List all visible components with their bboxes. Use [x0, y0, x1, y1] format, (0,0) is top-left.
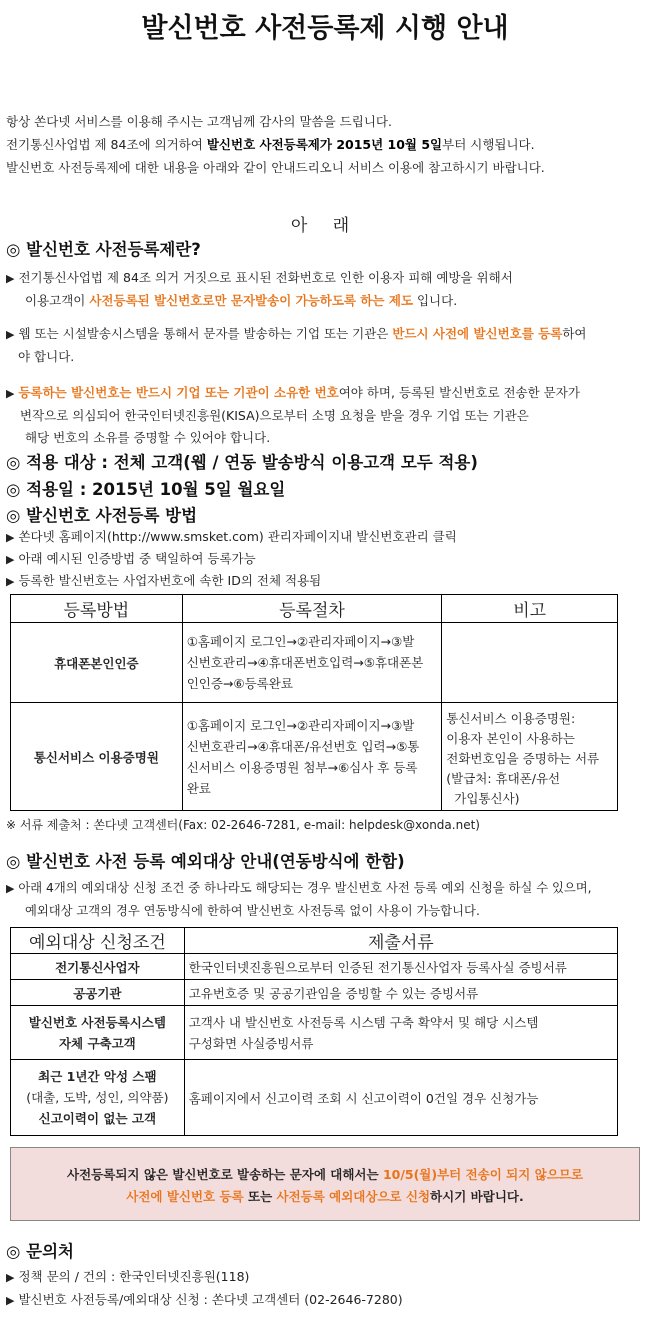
section-heading-definition: ◎ 발신번호 사전등록제란? — [6, 240, 201, 259]
column-header: 비고 — [442, 595, 618, 623]
note-cell: 통신서비스 이용증명원: 이용자 본인이 사용하는 전화번호임을 증명하는 서류 (발급처: 휴대폰/유선 가입통신사) — [442, 703, 618, 811]
condition-cell: 최근 1년간 악성 스팸 (대출, 도박, 성인, 의약품) 신고이력이 없는 고객 — [11, 1060, 185, 1136]
notice-line-1: 사전등록되지 않은 발신번호로 발송하는 문자에 대해서는 10/5(월)부터 전송이 되지 않으므로 — [67, 1167, 583, 1182]
steps-cell: ①홈페이지 로그인→②관리자페이지→③발 신번호관리→④휴대폰번호입력→⑤휴대폰본 인인증→⑥등록완료 — [182, 623, 442, 703]
list-item: ▶ 쏜다넷 홈페이지(http://www.smsket.com) 관리자페이지내 발신번호관리 클릭 — [6, 529, 457, 544]
contact-list — [6, 1266, 403, 1312]
table-row — [11, 703, 618, 811]
column-header: 제출서류 — [184, 928, 617, 954]
center-heading: 아 래 — [290, 216, 360, 236]
definition-paragraph-1: ▶ 전기통신사업법 제 84조 의거 거짓으로 표시된 전화번호로 인한 이용자 피해 예방을 위해서 이용고객이 사전등록된 발신번호로만 문자발송이 가능하도록 하는 제도 입니다. — [6, 270, 513, 308]
page-title: 발신번호 사전등록제 시행 안내 — [141, 13, 509, 44]
table-row — [11, 1060, 618, 1136]
intro-line-1: 항상 쏜다넷 서비스를 이용해 주시는 고객님께 감사의 말씀을 드립니다. — [6, 114, 392, 129]
table-row — [11, 623, 618, 703]
table-header-row — [11, 928, 618, 954]
exempt-heading: ◎ 발신번호 사전 등록 예외대상 안내(연동방식에 한함) — [6, 852, 405, 871]
date-heading: ◎ 적용일 : 2015년 10월 5일 월요일 — [6, 480, 286, 499]
exempt-paragraph: ▶ 아래 4개의 예외대상 신청 조건 중 하나라도 해당되는 경우 발신번호 사전 등록 예외 신청을 하실 수 있으며, 예외대상 고객의 경우 연동방식에 한하여 발신번호 사전등록 없이 사용이 가능합니다. — [6, 881, 592, 918]
column-header: 등록방법 — [11, 595, 183, 623]
note-cell — [442, 623, 618, 703]
column-header: 예외대상 신청조건 — [11, 928, 185, 954]
bullet-icon: ▶ — [6, 387, 15, 400]
intro-line-2: 전기통신사업법 제 84조에 의거하여 발신번호 사전등록제가 2015년 10월 5일부터 시행됩니다. — [6, 137, 535, 152]
documents-cell: 한국인터넷진흥원으로부터 인증된 전기통신사업자 등록사실 증빙서류 — [184, 954, 617, 980]
bullet-icon: ▶ — [6, 328, 15, 341]
bullet-icon: ▶ — [6, 272, 15, 285]
method-cell: 통신서비스 이용증명원 — [11, 703, 183, 811]
table-row — [11, 954, 618, 980]
method-cell: 휴대폰본인인증 — [11, 623, 183, 703]
document-submission-note: ※ 서류 제출처 : 쏜다넷 고객센터(Fax: 02-2646-7281, e-mail: helpdesk@xonda.net) — [6, 818, 480, 832]
exempt-table — [10, 927, 618, 1136]
condition-cell: 공공기관 — [11, 980, 185, 1006]
bullet-icon: ▶ — [6, 553, 15, 566]
documents-cell: 고유번호증 및 공공기관임을 증빙할 수 있는 증빙서류 — [184, 980, 617, 1006]
list-item: ▶ 등록한 발신번호는 사업자번호에 속한 ID의 전체 적용됨 — [6, 573, 322, 588]
list-item: ▶ 정책 문의 / 건의 : 한국인터넷진흥원(118) — [6, 1269, 250, 1284]
contact-heading: ◎ 문의처 — [6, 1242, 74, 1261]
notice-box — [10, 1147, 640, 1221]
bullet-icon: ▶ — [6, 575, 15, 588]
intro-text — [6, 110, 545, 179]
condition-cell: 발신번호 사전등록시스템 자체 구축고객 — [11, 1006, 185, 1060]
documents-cell: 홈페이지에서 신고이력 조회 시 신고이력이 0건일 경우 신청가능 — [184, 1060, 617, 1136]
registration-method-table — [10, 594, 618, 811]
table-header-row — [11, 595, 618, 623]
condition-cell: 전기통신사업자 — [11, 954, 185, 980]
table-row — [11, 1006, 618, 1060]
method-heading: ◎ 발신번호 사전등록 방법 — [6, 506, 198, 525]
bullet-icon: ▶ — [6, 1271, 15, 1284]
steps-cell: ①홈페이지 로그인→②관리자페이지→③발 신번호관리→④휴대폰/유선번호 입력→⑤통 신서비스 이용증명원 첨부→⑥심사 후 등록 완료 — [182, 703, 442, 811]
method-list — [6, 526, 457, 592]
column-header: 등록절차 — [182, 595, 442, 623]
table-row — [11, 980, 618, 1006]
bullet-icon: ▶ — [6, 882, 15, 895]
notice-line-2: 사전에 발신번호 등록 또는 사전등록 예외대상으로 신청하시기 바랍니다. — [126, 1189, 524, 1204]
definition-paragraph-2: ▶ 웹 또는 시설발송시스템을 통해서 문자를 발송하는 기업 또는 기관은 반드시 사전에 발신번호를 등록하여 야 합니다. — [6, 326, 587, 364]
list-item: ▶ 아래 예시된 인증방법 중 택일하여 등록가능 — [6, 551, 256, 566]
documents-cell: 고객사 내 발신번호 사전등록 시스템 구축 확약서 및 해당 시스템 구성화면 사실증빙서류 — [184, 1006, 617, 1060]
definition-paragraph-3: ▶ 등록하는 발신번호는 반드시 기업 또는 기관이 소유한 번호여야 하며, 등록된 발신번호로 전송한 문자가 변작으로 의심되어 한국인터넷진흥원(KISA)으로부터 소명 요청을 받을 경우 기업 또는 기관은 해당 번호의 소유를 증명할 수 있어야 합니다. — [6, 385, 580, 445]
target-heading: ◎ 적용 대상 : 전체 고객(웹 / 연동 발송방식 이용고객 모두 적용) — [6, 453, 478, 472]
list-item: ▶ 발신번호 사전등록/예외대상 신청 : 쏜다넷 고객센터 (02-2646-7280) — [6, 1292, 403, 1307]
intro-line-3: 발신번호 사전등록제에 대한 내용을 아래와 같이 안내드리오니 서비스 이용에 참고하시기 바랍니다. — [6, 160, 545, 175]
bullet-icon: ▶ — [6, 531, 15, 544]
bullet-icon: ▶ — [6, 1294, 15, 1307]
